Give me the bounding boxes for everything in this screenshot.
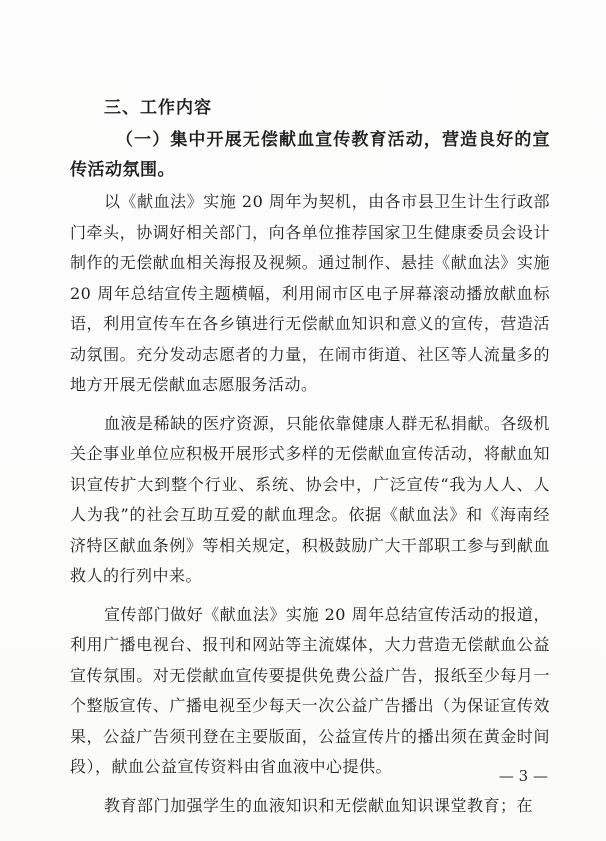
subheading: （一）集中开展无偿献血宣传教育活动，营造良好的宣传活动氛围。	[70, 130, 550, 180]
paragraph-3: 宣传部门做好《献血法》实施 20 周年总结宣传活动的报道，利用广播电视台、报刊和网站等主流媒体，大力营造无偿献血公益宣传氛围。对无偿献血宣传要提供免费公益广告，报纸至少每月一个整版宣传、广播电视至少每天一次公益广告播出（为保证宣传效果，公益广告须刊登在主要版面，公益宣传片的播出须在黄金时间段），献血公益宣传资料由省血液中心提供。	[70, 604, 550, 776]
paragraph-2: 血液是稀缺的医疗资源，只能依靠健康人群无私捐献。各级机关企事业单位应积极开展形式多样的无偿献血宣传活动，将献血知识宣传扩大到整个行业、系统、协会中，广泛宣传“我为人人、人人为我”的社会互助互爱的献血理念。依据《献血法》和《海南经济特区献血条例》等相关规定，积极鼓励广大干部职工参与到献血救人的行列中来。	[70, 413, 550, 585]
page-number: — 3 —	[498, 767, 548, 785]
paragraph-1: 以《献血法》实施 20 周年为契机，由各市县卫生计生行政部门牵头，协调好相关部门，向各单位推荐国家卫生健康委员会设计制作的无偿献血相关海报及视频。通过制作、悬挂《献血法》实施 20 周年总结宣传主题横幅，利用闹市区电子屏幕滚动播放献血标语，利用宣传车在各乡镇进行无偿献血知识和意义的宣传，营造活动氛围。充分发动志愿者的力量，在闹市街道、社区等人流量多的地方开展无偿献血志愿服务活动。	[70, 192, 550, 394]
section-heading: 三、工作内容	[104, 98, 212, 118]
paragraph-4: 教育部门加强学生的血液知识和无偿献血知识课堂教育；在	[104, 795, 534, 815]
document-body	[70, 92, 550, 821]
